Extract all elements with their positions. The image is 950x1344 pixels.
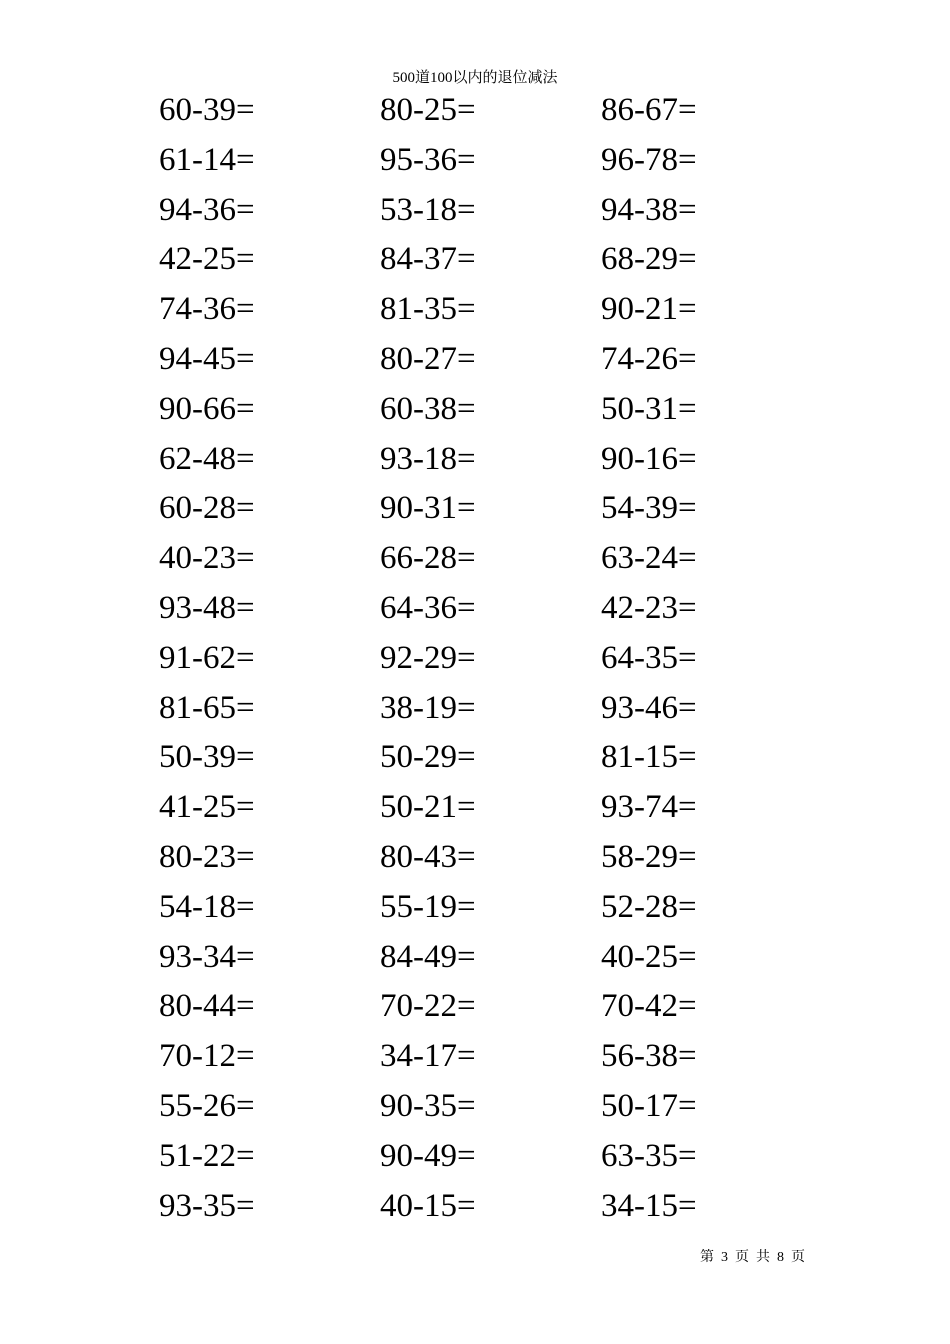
problem-row	[159, 883, 879, 933]
subtraction-problem: 95-36=	[380, 141, 476, 178]
subtraction-problem: 60-38=	[380, 390, 476, 427]
subtraction-problem: 34-17=	[380, 1038, 476, 1075]
subtraction-problem: 92-29=	[380, 639, 476, 676]
subtraction-problem: 94-45=	[159, 340, 255, 377]
subtraction-problem: 91-62=	[159, 639, 255, 676]
subtraction-problem: 93-46=	[601, 689, 697, 726]
subtraction-problem: 40-23=	[159, 540, 255, 577]
subtraction-problem: 51-22=	[159, 1137, 255, 1174]
subtraction-problem: 90-31=	[380, 490, 476, 527]
footer-page-unit: 页	[735, 1250, 750, 1265]
subtraction-problem: 41-25=	[159, 789, 255, 826]
page-footer	[700, 1248, 812, 1268]
footer-page-number: 3	[721, 1250, 729, 1265]
subtraction-problem: 50-29=	[380, 739, 476, 776]
subtraction-problem: 55-19=	[380, 888, 476, 925]
subtraction-problem: 96-78=	[601, 141, 697, 178]
subtraction-problem: 81-65=	[159, 689, 255, 726]
problem-row	[159, 634, 879, 684]
subtraction-problem: 74-26=	[601, 340, 697, 377]
footer-total-pages: 8	[777, 1250, 785, 1265]
subtraction-problem: 94-38=	[601, 191, 697, 228]
subtraction-problem: 80-27=	[380, 340, 476, 377]
subtraction-problem: 50-17=	[601, 1087, 697, 1124]
subtraction-problem: 40-25=	[601, 938, 697, 975]
subtraction-problem: 84-37=	[380, 241, 476, 278]
problem-row	[159, 584, 879, 634]
footer-prefix: 第	[700, 1250, 715, 1265]
problem-row	[159, 136, 879, 186]
subtraction-problem: 50-39=	[159, 739, 255, 776]
problem-row	[159, 534, 879, 584]
subtraction-problem: 93-74=	[601, 789, 697, 826]
subtraction-problem: 64-36=	[380, 589, 476, 626]
problem-row	[159, 982, 879, 1032]
subtraction-problem: 74-36=	[159, 291, 255, 328]
subtraction-problem: 80-44=	[159, 988, 255, 1025]
subtraction-problem: 80-23=	[159, 838, 255, 875]
subtraction-problem: 84-49=	[380, 938, 476, 975]
subtraction-problem: 62-48=	[159, 440, 255, 477]
subtraction-problem: 93-34=	[159, 938, 255, 975]
subtraction-problem: 93-48=	[159, 589, 255, 626]
problem-row	[159, 933, 879, 983]
subtraction-problem: 94-36=	[159, 191, 255, 228]
subtraction-problem: 93-18=	[380, 440, 476, 477]
problem-row	[159, 484, 879, 534]
subtraction-problem: 55-26=	[159, 1087, 255, 1124]
subtraction-problem: 40-15=	[380, 1187, 476, 1224]
problem-row	[159, 435, 879, 485]
problem-row	[159, 335, 879, 385]
page-header-title: 500道100以内的退位减法	[392, 70, 558, 86]
problem-row	[159, 385, 879, 435]
footer-total-prefix: 共	[756, 1250, 771, 1265]
subtraction-problem: 81-15=	[601, 739, 697, 776]
subtraction-problem: 90-66=	[159, 390, 255, 427]
subtraction-problem: 70-22=	[380, 988, 476, 1025]
subtraction-problem: 64-35=	[601, 639, 697, 676]
subtraction-problem: 80-25=	[380, 92, 476, 128]
subtraction-problem: 50-21=	[380, 789, 476, 826]
subtraction-problem: 42-25=	[159, 241, 255, 278]
subtraction-problem: 90-21=	[601, 291, 697, 328]
problem-row	[159, 86, 879, 136]
problem-row	[159, 1032, 879, 1082]
subtraction-problem: 86-67=	[601, 92, 697, 128]
subtraction-problem: 58-29=	[601, 838, 697, 875]
problem-row	[159, 733, 879, 783]
subtraction-problem: 68-29=	[601, 241, 697, 278]
problem-row	[159, 186, 879, 236]
subtraction-problem: 81-35=	[380, 291, 476, 328]
subtraction-problem: 50-31=	[601, 390, 697, 427]
subtraction-problem: 60-39=	[159, 92, 255, 128]
subtraction-problem: 38-19=	[380, 689, 476, 726]
subtraction-problem: 63-35=	[601, 1137, 697, 1174]
subtraction-problem: 70-42=	[601, 988, 697, 1025]
subtraction-problem: 70-12=	[159, 1038, 255, 1075]
subtraction-problem: 54-39=	[601, 490, 697, 527]
subtraction-problem: 52-28=	[601, 888, 697, 925]
subtraction-problem: 90-35=	[380, 1087, 476, 1124]
subtraction-problem: 60-28=	[159, 490, 255, 527]
problem-row	[159, 235, 879, 285]
subtraction-problem: 53-18=	[380, 191, 476, 228]
problem-grid	[159, 86, 879, 1231]
subtraction-problem: 61-14=	[159, 141, 255, 178]
subtraction-problem: 90-16=	[601, 440, 697, 477]
subtraction-problem: 56-38=	[601, 1038, 697, 1075]
subtraction-problem: 90-49=	[380, 1137, 476, 1174]
problem-row	[159, 1182, 879, 1232]
problem-row	[159, 285, 879, 335]
subtraction-problem: 54-18=	[159, 888, 255, 925]
problem-row	[159, 833, 879, 883]
subtraction-problem: 80-43=	[380, 838, 476, 875]
subtraction-problem: 93-35=	[159, 1187, 255, 1224]
footer-total-unit: 页	[791, 1250, 806, 1265]
subtraction-problem: 63-24=	[601, 540, 697, 577]
problem-row	[159, 783, 879, 833]
problem-row	[159, 1132, 879, 1182]
subtraction-problem: 42-23=	[601, 589, 697, 626]
subtraction-problem: 66-28=	[380, 540, 476, 577]
problem-row	[159, 684, 879, 734]
subtraction-problem: 34-15=	[601, 1187, 697, 1224]
problem-row	[159, 1082, 879, 1132]
